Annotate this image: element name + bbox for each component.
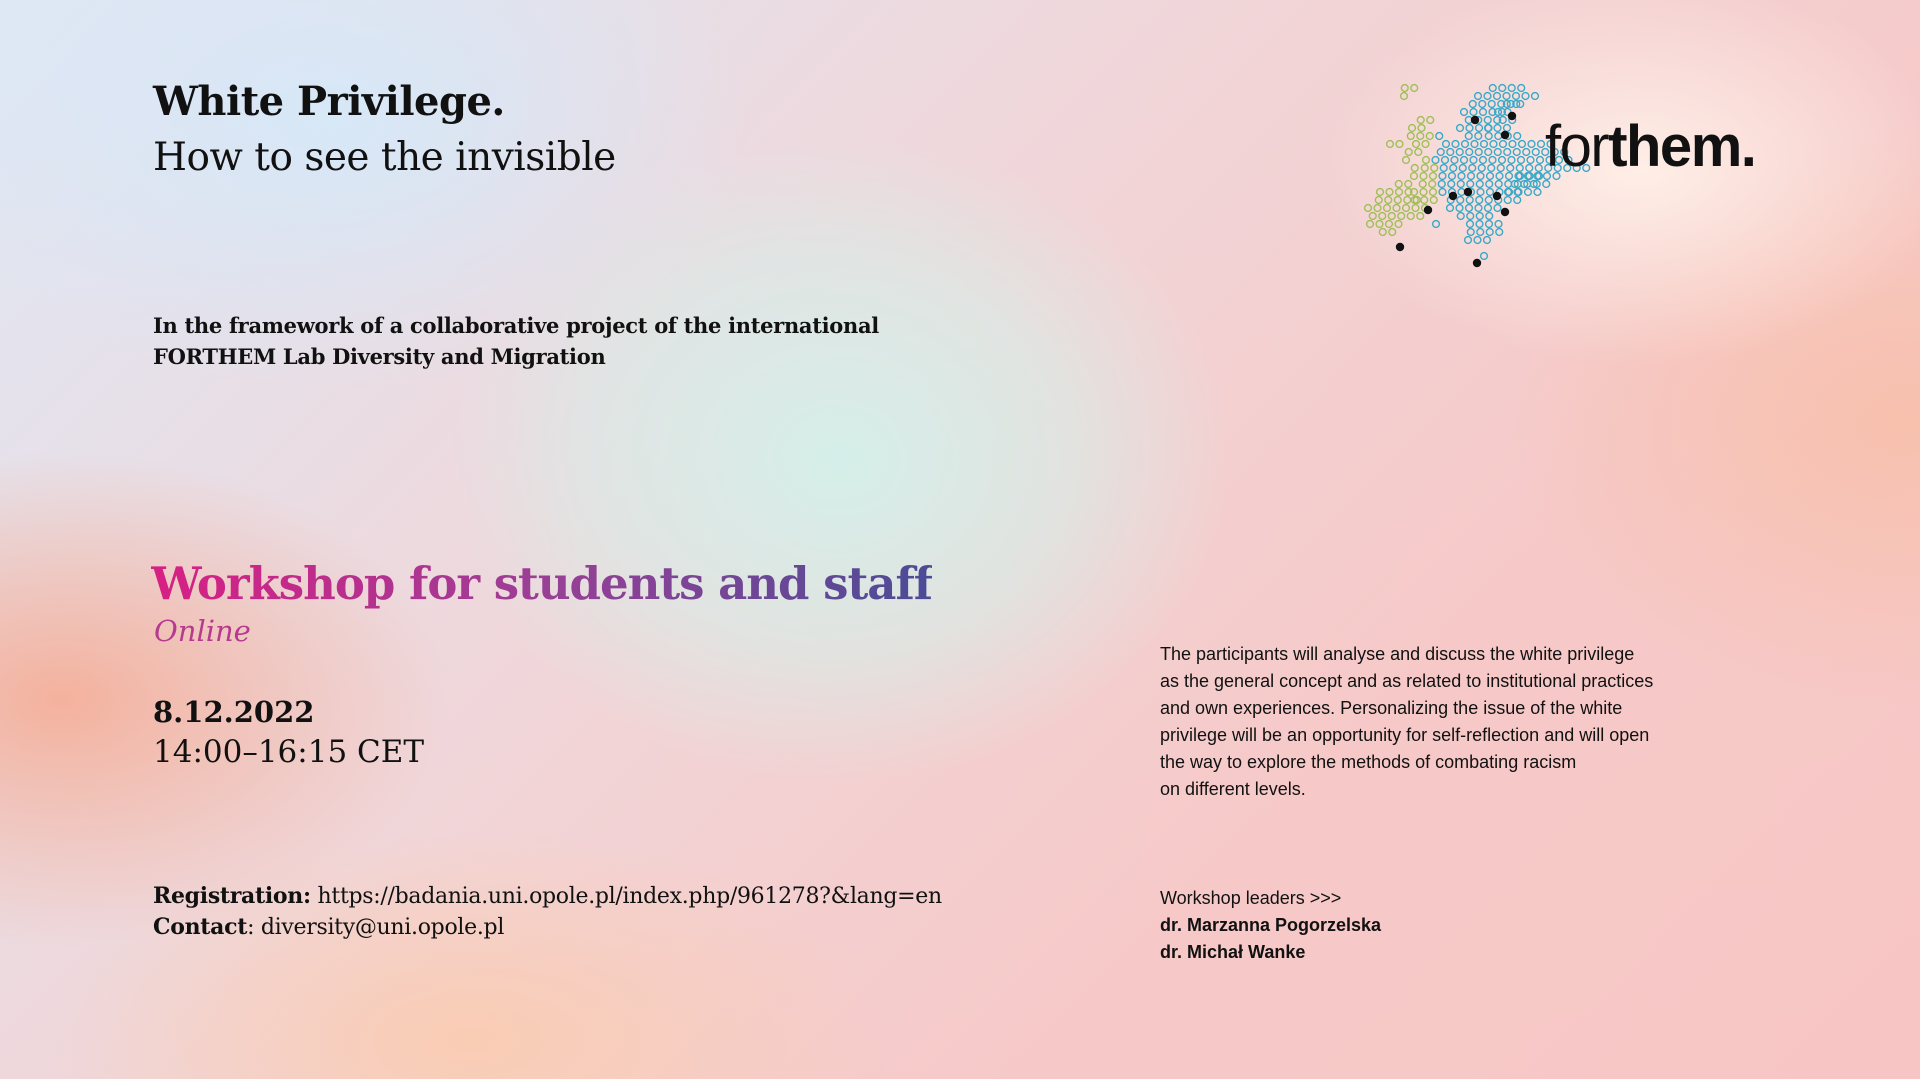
map-dot bbox=[1386, 221, 1393, 228]
map-dot bbox=[1494, 93, 1501, 100]
map-dot bbox=[1411, 165, 1418, 172]
map-dot bbox=[1420, 189, 1427, 196]
workshop-heading: Workshop for students and staff bbox=[151, 552, 932, 616]
map-dot bbox=[1495, 221, 1502, 228]
map-dot bbox=[1467, 221, 1474, 228]
map-dot bbox=[1426, 133, 1433, 140]
map-dot bbox=[1488, 165, 1495, 172]
map-dot bbox=[1522, 93, 1529, 100]
map-dot bbox=[1440, 165, 1447, 172]
map-dot bbox=[1395, 181, 1402, 188]
leaders-label: Workshop leaders >>> bbox=[1160, 888, 1342, 908]
map-dot bbox=[1486, 213, 1493, 220]
map-dot bbox=[1490, 141, 1497, 148]
logo-text-regular: for bbox=[1545, 114, 1609, 179]
map-dot bbox=[1519, 141, 1526, 148]
map-dot bbox=[1439, 173, 1446, 180]
map-city-dot bbox=[1501, 208, 1509, 216]
map-dot bbox=[1479, 101, 1486, 108]
map-dot bbox=[1417, 133, 1424, 140]
map-dot bbox=[1509, 141, 1516, 148]
map-dot bbox=[1407, 133, 1414, 140]
description-line: privilege will be an opportunity for self-reflection and will open bbox=[1160, 725, 1650, 745]
leader-name: dr. Marzanna Pogorzelska bbox=[1160, 915, 1382, 935]
map-city-dot bbox=[1471, 116, 1479, 124]
map-dot bbox=[1430, 189, 1437, 196]
map-dot bbox=[1443, 141, 1450, 148]
map-dot bbox=[1457, 125, 1464, 132]
map-dot bbox=[1452, 141, 1459, 148]
map-dot bbox=[1523, 149, 1530, 156]
map-dot bbox=[1401, 85, 1408, 92]
map-dot bbox=[1495, 181, 1502, 188]
map-dot bbox=[1475, 133, 1482, 140]
map-dot bbox=[1448, 181, 1455, 188]
map-dot bbox=[1389, 229, 1396, 236]
map-dot bbox=[1470, 109, 1477, 116]
map-dot bbox=[1375, 197, 1382, 204]
map-dot bbox=[1439, 189, 1446, 196]
map-dot bbox=[1478, 165, 1485, 172]
map-dot bbox=[1456, 149, 1463, 156]
map-dot bbox=[1537, 157, 1544, 164]
map-dot bbox=[1475, 205, 1482, 212]
map-city-dot bbox=[1464, 188, 1472, 196]
map-dot bbox=[1405, 149, 1412, 156]
map-dot bbox=[1367, 221, 1374, 228]
map-dot bbox=[1484, 93, 1491, 100]
map-dot bbox=[1447, 205, 1454, 212]
map-dot bbox=[1514, 133, 1521, 140]
leader-name: dr. Michał Wanke bbox=[1160, 942, 1306, 962]
map-dot bbox=[1431, 165, 1438, 172]
map-dot bbox=[1532, 149, 1539, 156]
map-dot bbox=[1450, 165, 1457, 172]
map-dot bbox=[1468, 173, 1475, 180]
map-dot bbox=[1436, 133, 1443, 140]
logo-text-bold: them. bbox=[1608, 114, 1756, 179]
map-dot bbox=[1459, 165, 1466, 172]
map-dot bbox=[1514, 197, 1521, 204]
map-dot bbox=[1526, 165, 1533, 172]
map-dot bbox=[1505, 181, 1512, 188]
map-dot bbox=[1377, 189, 1384, 196]
map-dot bbox=[1496, 229, 1503, 236]
map-dot bbox=[1477, 173, 1484, 180]
map-dot bbox=[1494, 125, 1501, 132]
map-dot bbox=[1494, 205, 1501, 212]
map-dot bbox=[1387, 141, 1394, 148]
map-dot bbox=[1411, 85, 1418, 92]
map-dot bbox=[1499, 157, 1506, 164]
map-dot bbox=[1461, 157, 1468, 164]
map-dot bbox=[1480, 157, 1487, 164]
map-dot bbox=[1398, 213, 1405, 220]
map-dot bbox=[1417, 213, 1424, 220]
map-dot bbox=[1469, 165, 1476, 172]
map-dot bbox=[1412, 205, 1419, 212]
map-dot bbox=[1388, 213, 1395, 220]
workshop-leaders bbox=[1160, 885, 1381, 966]
map-dot bbox=[1487, 189, 1494, 196]
map-dot bbox=[1394, 197, 1401, 204]
map-dot bbox=[1497, 165, 1504, 172]
description-line: the way to explore the methods of combating racism bbox=[1160, 752, 1577, 772]
map-dot bbox=[1365, 205, 1372, 212]
map-city-dot bbox=[1424, 206, 1432, 214]
map-dot bbox=[1465, 133, 1472, 140]
map-dot bbox=[1538, 141, 1545, 148]
map-dot bbox=[1449, 173, 1456, 180]
map-dot bbox=[1508, 157, 1515, 164]
map-dot bbox=[1457, 213, 1464, 220]
map-dot bbox=[1476, 221, 1483, 228]
map-dot bbox=[1417, 117, 1424, 124]
map-dot bbox=[1471, 141, 1478, 148]
map-dot bbox=[1527, 157, 1534, 164]
map-dot bbox=[1433, 221, 1440, 228]
map-dot bbox=[1395, 221, 1402, 228]
contact-block bbox=[153, 881, 942, 943]
map-city-dot bbox=[1493, 192, 1501, 200]
workshop-mode: Online bbox=[154, 614, 251, 648]
map-dot bbox=[1503, 93, 1510, 100]
map-dot bbox=[1485, 197, 1492, 204]
map-dot bbox=[1379, 213, 1386, 220]
map-dot bbox=[1429, 181, 1436, 188]
map-dot bbox=[1528, 141, 1535, 148]
map-dot bbox=[1513, 93, 1520, 100]
map-dot bbox=[1403, 157, 1410, 164]
map-dot bbox=[1534, 189, 1541, 196]
contact-label: Contact bbox=[153, 914, 248, 940]
map-dot bbox=[1401, 93, 1408, 100]
map-dot bbox=[1411, 173, 1418, 180]
map-dot bbox=[1470, 157, 1477, 164]
registration-line bbox=[153, 881, 942, 912]
map-dot bbox=[1386, 189, 1393, 196]
map-dot bbox=[1518, 157, 1525, 164]
map-dot bbox=[1396, 141, 1403, 148]
map-dot bbox=[1374, 205, 1381, 212]
page-subtitle: How to see the invisible bbox=[153, 135, 616, 180]
map-dot bbox=[1420, 173, 1427, 180]
map-dot bbox=[1462, 141, 1469, 148]
map-dot bbox=[1457, 197, 1464, 204]
map-dot bbox=[1403, 205, 1410, 212]
map-dot bbox=[1369, 213, 1376, 220]
map-dot bbox=[1376, 221, 1383, 228]
map-dot bbox=[1488, 101, 1495, 108]
registration-label: Registration: bbox=[153, 883, 311, 909]
map-dot bbox=[1525, 189, 1532, 196]
framework-note bbox=[153, 310, 879, 372]
map-dot bbox=[1489, 157, 1496, 164]
map-dot bbox=[1379, 229, 1386, 236]
map-dot bbox=[1518, 85, 1525, 92]
map-dot bbox=[1500, 141, 1507, 148]
map-dot bbox=[1467, 181, 1474, 188]
map-dot bbox=[1484, 117, 1491, 124]
framework-line: FORTHEM Lab Diversity and Migration bbox=[153, 344, 606, 369]
map-dot bbox=[1489, 85, 1496, 92]
map-dot bbox=[1423, 157, 1430, 164]
map-dot bbox=[1404, 197, 1411, 204]
contact-line: Contact: diversity@uni.opole.pl bbox=[153, 914, 505, 940]
map-dot bbox=[1407, 213, 1414, 220]
map-dot bbox=[1494, 149, 1501, 156]
map-city-dot bbox=[1501, 131, 1509, 139]
map-dot bbox=[1430, 173, 1437, 180]
map-dot bbox=[1427, 117, 1434, 124]
map-dot bbox=[1466, 205, 1473, 212]
map-dot bbox=[1475, 93, 1482, 100]
map-dot bbox=[1438, 181, 1445, 188]
map-dot bbox=[1384, 205, 1391, 212]
map-dot bbox=[1466, 125, 1473, 132]
framework-line: In the framework of a collaborative project of the international bbox=[153, 313, 879, 338]
map-dot bbox=[1421, 197, 1428, 204]
description-line: The participants will analyse and discuss the white privilege bbox=[1160, 644, 1635, 664]
map-dot bbox=[1507, 165, 1514, 172]
map-dot bbox=[1461, 109, 1468, 116]
map-dot bbox=[1476, 197, 1483, 204]
forthem-logo bbox=[1360, 80, 1780, 290]
map-dot bbox=[1418, 125, 1425, 132]
map-dot bbox=[1481, 141, 1488, 148]
map-dot bbox=[1485, 205, 1492, 212]
map-dot bbox=[1465, 237, 1472, 244]
map-dot bbox=[1467, 213, 1474, 220]
map-dot bbox=[1504, 149, 1511, 156]
map-dot bbox=[1419, 181, 1426, 188]
map-dot bbox=[1516, 165, 1523, 172]
map-dot bbox=[1458, 173, 1465, 180]
map-dot bbox=[1480, 109, 1487, 116]
map-city-dot bbox=[1396, 243, 1404, 251]
map-dot bbox=[1532, 93, 1539, 100]
page-title: White Privilege. bbox=[153, 78, 505, 125]
map-dot bbox=[1506, 173, 1513, 180]
map-dot bbox=[1475, 149, 1482, 156]
map-dot bbox=[1413, 141, 1420, 148]
map-dot bbox=[1430, 197, 1437, 204]
map-dot bbox=[1456, 205, 1463, 212]
map-dot bbox=[1476, 213, 1483, 220]
map-dot bbox=[1466, 197, 1473, 204]
map-dot bbox=[1499, 85, 1506, 92]
contact-email-link[interactable]: diversity@uni.opole.pl bbox=[260, 915, 505, 940]
description-line: as the general concept and as related to institutional practices bbox=[1160, 671, 1654, 691]
map-dot bbox=[1487, 173, 1494, 180]
map-dot bbox=[1485, 149, 1492, 156]
map-dot bbox=[1467, 229, 1474, 236]
map-dot bbox=[1535, 165, 1542, 172]
map-dot bbox=[1422, 141, 1429, 148]
map-dot bbox=[1405, 181, 1412, 188]
map-dot bbox=[1457, 181, 1464, 188]
map-city-dot bbox=[1449, 192, 1457, 200]
map-dot bbox=[1486, 221, 1493, 228]
map-dot bbox=[1486, 181, 1493, 188]
map-dot bbox=[1477, 189, 1484, 196]
description-line: on different levels. bbox=[1160, 779, 1306, 799]
map-dot bbox=[1451, 157, 1458, 164]
logo-wordmark bbox=[1545, 112, 1755, 182]
map-dot bbox=[1432, 157, 1439, 164]
map-dot bbox=[1486, 229, 1493, 236]
map-dot bbox=[1442, 157, 1449, 164]
event-time: 14:00–16:15 CET bbox=[153, 734, 425, 770]
map-dot bbox=[1504, 197, 1511, 204]
map-dot bbox=[1481, 253, 1488, 260]
map-dot bbox=[1495, 133, 1502, 140]
map-dot bbox=[1421, 165, 1428, 172]
map-dot bbox=[1474, 237, 1481, 244]
map-dot bbox=[1415, 149, 1422, 156]
map-dot bbox=[1508, 85, 1515, 92]
map-dot bbox=[1466, 149, 1473, 156]
map-dot bbox=[1485, 133, 1492, 140]
map-dot bbox=[1476, 181, 1483, 188]
map-dot bbox=[1496, 173, 1503, 180]
map-dot bbox=[1477, 229, 1484, 236]
map-city-dot bbox=[1508, 112, 1516, 120]
map-dot bbox=[1393, 205, 1400, 212]
map-dot bbox=[1385, 197, 1392, 204]
event-date: 8.12.2022 bbox=[153, 695, 315, 729]
map-dot bbox=[1469, 101, 1476, 108]
map-dot bbox=[1409, 125, 1416, 132]
workshop-description bbox=[1160, 641, 1653, 803]
map-dot bbox=[1437, 149, 1444, 156]
map-dot bbox=[1476, 125, 1483, 132]
map-dot bbox=[1513, 149, 1520, 156]
description-line: and own experiences. Personalizing the issue of the white bbox=[1160, 698, 1623, 718]
map-dot bbox=[1396, 189, 1403, 196]
map-dot bbox=[1447, 149, 1454, 156]
registration-link[interactable]: https://badania.uni.opole.pl/index.php/961278?&lang=en bbox=[317, 884, 942, 909]
map-dot bbox=[1504, 125, 1511, 132]
map-city-dot bbox=[1473, 259, 1481, 267]
map-dot bbox=[1484, 237, 1491, 244]
